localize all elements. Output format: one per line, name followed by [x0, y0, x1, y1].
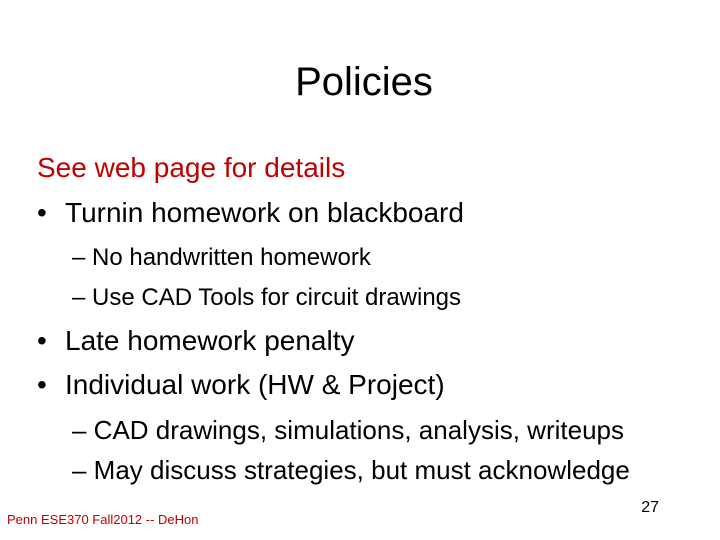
bullet-marker: • [37, 369, 47, 400]
subitem-cad-tools: – Use CAD Tools for circuit drawings [72, 284, 462, 311]
slide-title: Policies [295, 60, 433, 104]
subitem-no-handwritten: – No handwritten homework [72, 244, 371, 271]
intro-line: See web page for details [37, 152, 346, 183]
bullet-text: Turnin homework on blackboard [65, 197, 464, 228]
page-number: 27 [641, 499, 659, 516]
bullet-text: Individual work (HW & Project) [65, 369, 445, 400]
subitem-cad-drawings: – CAD drawings, simulations, analysis, writeups [72, 415, 624, 445]
footer-course-label: Penn ESE370 Fall2012 -- DeHon [7, 512, 199, 527]
bullet-text: Late homework penalty [65, 325, 355, 356]
bullet-marker: • [37, 197, 47, 228]
subitem-discuss-strategies: – May discuss strategies, but must acknowledge [72, 455, 630, 485]
bullet-marker: • [37, 325, 47, 356]
